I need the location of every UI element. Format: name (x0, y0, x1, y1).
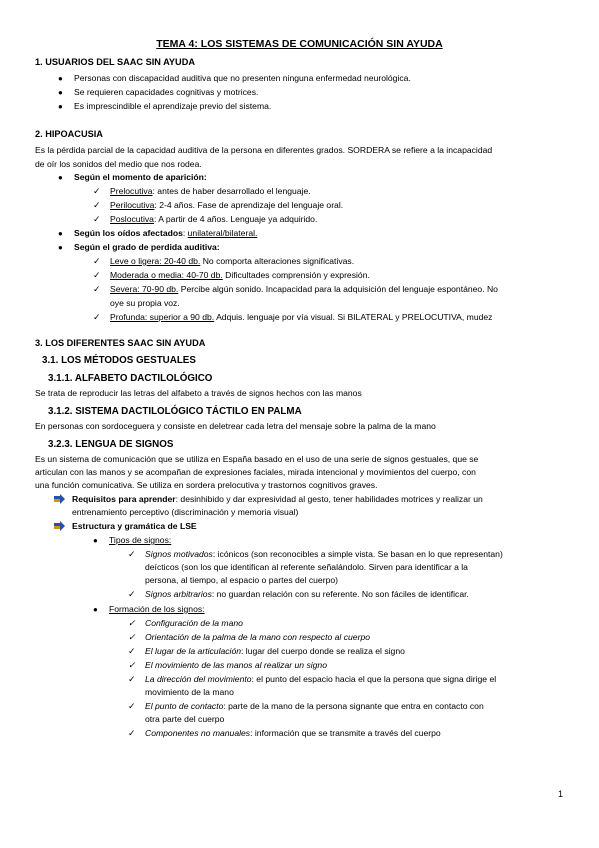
check-icon: ✓ (93, 186, 101, 196)
bullet-icon: ● (58, 229, 63, 238)
check-icon: ✓ (128, 660, 136, 670)
arrow-item-continuation: entrenamiento perceptivo (discriminación y memoria visual) (72, 507, 299, 517)
subsection-heading: 3.1.1. ALFABETO DACTILOLÓGICO (48, 373, 213, 384)
paragraph: de oír los sonidos del medio que nos rodea. (35, 159, 202, 169)
check-item: ✓ La dirección del movimiento: el punto del espacio hacia el que la persona que signa dirige el (128, 674, 497, 684)
paragraph: una función comunicativa. Se utiliza en sordera prelocutiva y trastornos cognitivos graves. (35, 480, 378, 490)
bullet-icon: ● (58, 173, 63, 182)
page-title: TEMA 4: LOS SISTEMAS DE COMUNICACIÓN SIN AYUDA (156, 38, 443, 50)
subsection-heading: 3.2.3. LENGUA DE SIGNOS (48, 439, 174, 450)
paragraph: Es la pérdida parcial de la capacidad auditiva de la persona en diferentes grados. SORDERA se refiere a la incapacidad (35, 145, 493, 155)
check-item: ✓ Configuración de la mano (128, 618, 243, 628)
check-icon: ✓ (128, 674, 136, 684)
arrow-bullet-icon (54, 521, 65, 531)
bullet-icon: ● (58, 102, 63, 111)
check-item: ✓ Profunda: superior a 90 db. Adquis. lenguaje por vía visual. Si BILATERAL y PRELOCUTIVA, mudez (93, 312, 493, 322)
check-item-continuation: deícticos (son los que identifican al referente señalándolo. Sirven para identificar a la (145, 562, 468, 572)
check-icon: ✓ (93, 270, 101, 280)
section-1-heading: 1. USUARIOS DEL SAAC SIN AYUDA (35, 57, 195, 67)
check-icon: ✓ (128, 618, 136, 628)
page-number: 1 (557, 789, 563, 799)
check-item-continuation: oye su propia voz. (110, 298, 180, 308)
subsection-heading: 3.1. LOS MÉTODOS GESTUALES (42, 355, 196, 366)
list-item: ● Personas con discapacidad auditiva que no presenten ninguna enfermedad neurológica. (58, 73, 411, 83)
check-item: ✓ El lugar de la articulación: lugar del cuerpo donde se realiza el signo (128, 646, 405, 656)
paragraph: Se trata de reproducir las letras del alfabeto a través de signos hechos con las manos (35, 388, 362, 398)
check-icon: ✓ (128, 728, 136, 738)
check-item-continuation: otra parte del cuerpo (145, 714, 225, 724)
check-item: ✓ Poslocutiva: A partir de 4 años. Lenguaje ya adquirido. (93, 214, 318, 224)
arrow-item: Estructura y gramática de LSE (72, 520, 197, 533)
check-item: ✓ Perilocutiva: 2-4 años. Fase de aprendizaje del lenguaje oral. (93, 200, 344, 210)
check-item: ✓ Orientación de la palma de la mano con respecto al cuerpo (128, 632, 371, 642)
check-icon: ✓ (93, 256, 101, 266)
list-item: ● Tipos de signos: (93, 535, 172, 545)
list-item: ● Formación de los signos: (93, 604, 205, 614)
check-icon: ✓ (128, 589, 136, 599)
check-icon: ✓ (128, 549, 136, 559)
check-item: ✓ Prelocutiva: antes de haber desarrollado el lenguaje. (93, 186, 311, 196)
bullet-icon: ● (93, 536, 98, 545)
check-item-continuation: movimiento de la mano (145, 687, 234, 697)
subsection-heading: 3.1.2. SISTEMA DACTILOLÓGICO TÁCTILO EN PALMA (48, 406, 302, 417)
list-item: ● Es imprescindible el aprendizaje previo del sistema. (58, 101, 272, 111)
section-2-heading: 2. HIPOACUSIA (35, 129, 103, 139)
bullet-icon: ● (58, 243, 63, 252)
arrow-bullet-icon (54, 494, 65, 504)
check-item: ✓ El punto de contacto: parte de la mano de la persona signante que entra en contacto con (128, 701, 484, 711)
check-icon: ✓ (93, 284, 101, 294)
check-icon: ✓ (93, 200, 101, 210)
list-item: ● Según los oídos afectados: unilateral/bilateral. (58, 228, 258, 238)
paragraph: En personas con sordoceguera y consiste en deletrear cada letra del mensaje sobre la palma de la mano (35, 421, 436, 431)
check-item: ✓ Leve o ligera: 20-40 db. No comporta alteraciones significativas. (93, 256, 355, 266)
check-item: ✓ Signos motivados: icónicos (son reconocibles a simple vista. Se basan en lo que representan) (128, 549, 503, 559)
paragraph: articulan con las manos y se acompañan de expresiones faciales, mirada intencional y movimientos del cuerpo, con (35, 467, 476, 477)
bullet-icon: ● (93, 605, 98, 614)
check-item: ✓ Componentes no manuales: información que se transmite a través del cuerpo (128, 728, 441, 738)
check-item: ✓ Moderada o media: 40-70 db. Dificultades comprensión y expresión. (93, 270, 370, 280)
check-icon: ✓ (128, 632, 136, 642)
list-item: ● Según el momento de aparición: (58, 172, 207, 182)
bullet-icon: ● (58, 88, 63, 97)
check-icon: ✓ (128, 701, 136, 711)
arrow-item: Requisitos para aprender: desinhibido y dar expresividad al gesto, tener habilidades motrices y realizar un (72, 493, 483, 506)
check-item: ✓ Signos arbitrarios: no guardan relación con su referente. No son fáciles de identificar. (128, 589, 469, 599)
list-item: ● Según el grado de perdida auditiva: (58, 242, 220, 252)
section-3-heading: 3. LOS DIFERENTES SAAC SIN AYUDA (35, 338, 206, 348)
check-item: ✓ Severa: 70-90 db. Percibe algún sonido. Incapacidad para la adquisición del lenguaje espontáneo. No (93, 284, 498, 294)
paragraph: Es un sistema de comunicación que se utiliza en España basado en el uso de una serie de signos gestuales, que se (35, 454, 479, 464)
list-item: ● Se requieren capacidades cognitivas y motrices. (58, 87, 259, 97)
check-icon: ✓ (128, 646, 136, 656)
check-item: ✓ El movimiento de las manos al realizar un signo (128, 660, 327, 670)
check-item-continuation: persona, al tiempo, al espacio o partes del cuerpo) (145, 575, 338, 585)
check-icon: ✓ (93, 214, 101, 224)
bullet-icon: ● (58, 74, 63, 83)
check-icon: ✓ (93, 312, 101, 322)
